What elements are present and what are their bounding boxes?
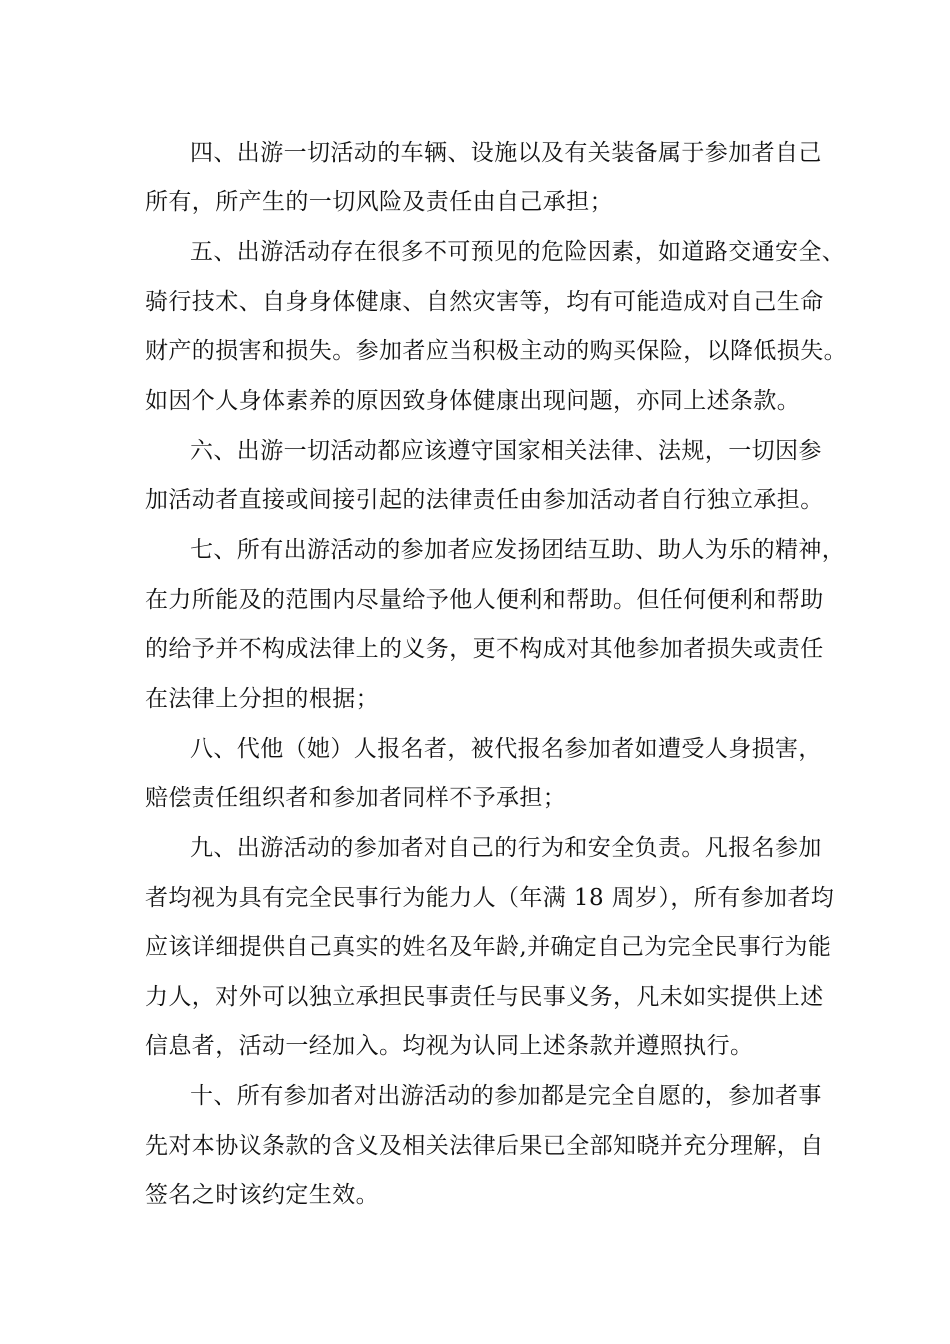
text-line-20: 十、所有参加者对出游活动的参加都是完全自愿的，参加者事 xyxy=(190,1083,822,1109)
text-line-9: 七、所有出游活动的参加者应发扬团结互助、助人为乐的精神， xyxy=(190,537,846,563)
text-line-19: 信息者，活动一经加入。均视为认同上述条款并遵照执行。 xyxy=(145,1033,754,1059)
text-line-11: 的给予并不构成法律上的义务，更不构成对其他参加者损失或责任 xyxy=(145,636,824,662)
text-line-2: 所有，所产生的一切风险及责任由自己承担； xyxy=(145,189,613,215)
text-line-21: 先对本协议条款的含义及相关法律后果已全部知晓并充分理解，自 xyxy=(145,1133,824,1159)
text-line-18: 力人，对外可以独立承担民事责任与民事义务，凡未如实提供上述 xyxy=(145,984,824,1010)
text-line-1: 四、出游一切活动的车辆、设施以及有关装备属于参加者自己 xyxy=(190,140,822,166)
text-line-15: 九、出游活动的参加者对自己的行为和安全负责。凡报名参加 xyxy=(190,835,822,861)
text-line-7: 六、出游一切活动都应该遵守国家相关法律、法规，一切因参 xyxy=(190,438,822,464)
text-line-3: 五、出游活动存在很多不可预见的危险因素，如道路交通安全、 xyxy=(190,239,846,265)
text-line-13: 八、代他（她）人报名者，被代报名参加者如遭受人身损害， xyxy=(190,736,822,762)
text-line-10: 在力所能及的范围内尽量给予他人便利和帮助。但任何便利和帮助 xyxy=(145,587,824,613)
text-line-17: 应该详细提供自己真实的姓名及年龄,并确定自己为完全民事行为能 xyxy=(145,934,832,960)
text-line-8: 加活动者直接或间接引起的法律责任由参加活动者自行独立承担。 xyxy=(145,487,824,513)
text-line-6: 如因个人身体素养的原因致身体健康出现问题，亦同上述条款。 xyxy=(145,388,801,414)
text-line-5: 财产的损害和损失。参加者应当积极主动的购买保险，以降低损失。 xyxy=(145,338,847,364)
text-line-22: 签名之时该约定生效。 xyxy=(145,1182,379,1208)
text-line-4: 骑行技术、自身身体健康、自然灾害等，均有可能造成对自己生命 xyxy=(145,289,824,315)
text-line-12: 在法律上分担的根据； xyxy=(145,686,379,712)
text-line-14: 赔偿责任组织者和参加者同样不予承担； xyxy=(145,785,567,811)
text-line-16: 者均视为具有完全民事行为能力人（年满 18 周岁），所有参加者均 xyxy=(145,885,835,911)
